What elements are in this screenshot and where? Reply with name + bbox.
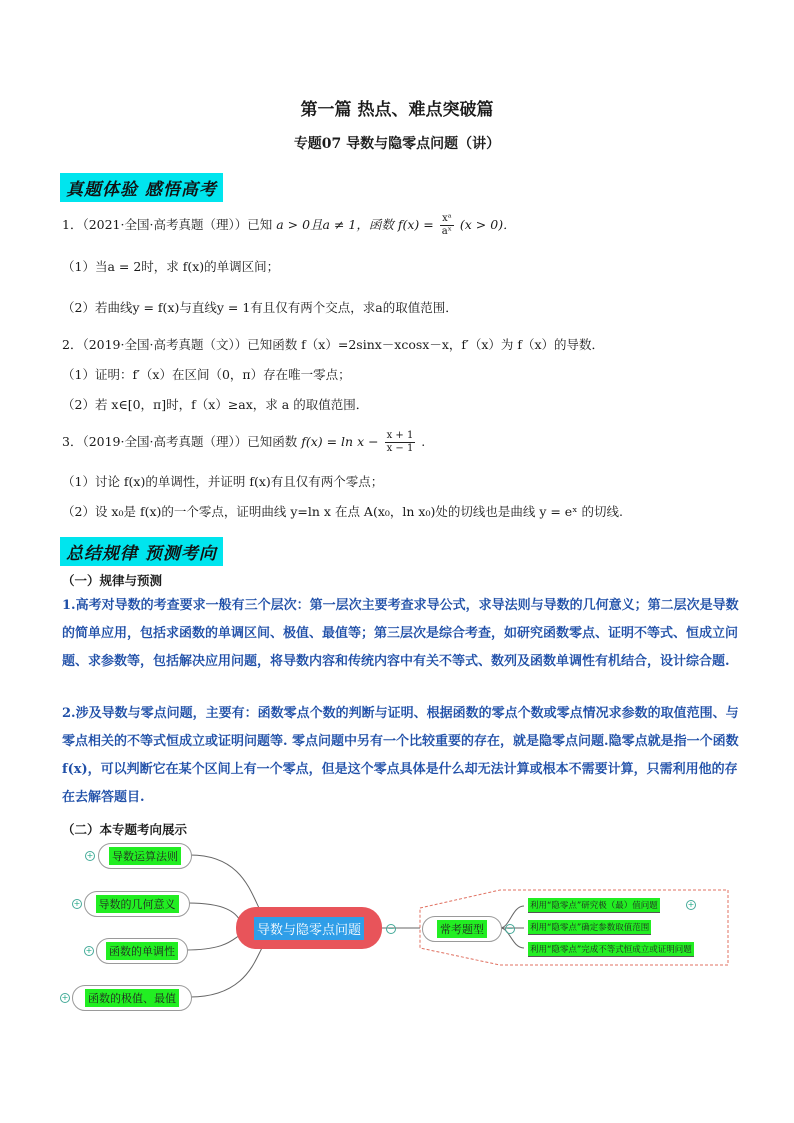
q3-numerator: x + 1 <box>386 430 414 441</box>
q3-tail: . <box>421 434 426 449</box>
question-3 <box>62 430 425 455</box>
q3-part-1: （1）讨论 f(x)的单调性，并证明 f(x)有且仅有两个零点； <box>62 474 384 489</box>
mindmap-node-derivative-rules[interactable] <box>98 843 192 869</box>
collapse-minus-icon[interactable]: − <box>387 924 395 933</box>
mindmap-node-geometric-meaning[interactable] <box>84 891 190 917</box>
mindmap-node-common-types[interactable] <box>422 916 502 942</box>
mindmap-node-label: 常考题型 <box>437 920 487 938</box>
q1-part-2: （2）若曲线y = f(x)与直线y = 1有且仅有两个交点，求a的取值范围． <box>62 300 458 315</box>
mindmap-node-label: 函数的单调性 <box>106 942 178 960</box>
mindmap-node-label: 导数运算法则 <box>109 847 181 865</box>
expand-plus-icon[interactable]: + <box>73 899 81 908</box>
mindmap-center-label: 导数与隐零点问题 <box>254 917 364 940</box>
q3-part-2: （2）设 x₀是 f(x)的一个零点，证明曲线 y=ln x 在点 A(x₀，ln x₀)处的切线也是曲线 y = eˣ 的切线. <box>62 504 623 519</box>
page-subtitle: 专题07 导数与隐零点问题（讲） <box>293 136 501 152</box>
q1-condition: a > 0且a ≠ 1，函数 <box>276 217 394 232</box>
section-banner-real-questions: 真题体验 感悟高考 <box>60 173 223 202</box>
mindmap-leaf-inequality[interactable]: 利用“隐零点”完成不等式恒成立或证明问题 <box>528 942 694 957</box>
section-topics-heading: （二）本专题考向展示 <box>62 822 188 837</box>
paragraph-2: 2.涉及导数与零点问题，主要有：函数零点个数的判断与证明、根据函数的零点个数或零点情况求参数的取值范围、与零点相关的不等式恒成立或证明问题等. 零点问题中另有一个比较重要的存在，就是隐零点问题.隐零点就是指一个函数 f(x)，可以判断它在某个区间上有一个零点，但是这个零点具体是什么却无法计算或根本不需要计算，只需利用他的存在去解答题目. <box>62 706 739 805</box>
question-1 <box>62 213 516 238</box>
q1-numerator: xᵃ <box>440 213 454 226</box>
mindmap-center-node[interactable] <box>236 907 382 949</box>
question-2: 2．（2019·全国·高考真题（文））已知函数 f（x）=2sinx－xcosx－x，f′（x）为 f（x）的导数． <box>62 337 605 352</box>
mindmap-leaf-parameter[interactable]: 利用“隐零点”确定参数取值范围 <box>528 920 651 935</box>
mindmap-node-extrema[interactable] <box>72 985 192 1011</box>
q1-domain: (x > 0)． <box>459 217 516 232</box>
mindmap-leaf-extrema[interactable]: 利用“隐零点”研究极（最）值问题 <box>528 898 660 913</box>
collapse-minus-icon[interactable]: − <box>506 924 514 933</box>
page-title: 第一篇 热点、难点突破篇 <box>300 100 494 120</box>
expand-plus-icon[interactable]: + <box>61 993 69 1002</box>
mindmap-node-monotonicity[interactable] <box>96 938 188 964</box>
paragraph-1: 1.高考对导数的考查要求一般有三个层次：第一层次主要考查求导公式，求导法则与导数的几何意义；第二层次是导数的简单应用，包括求函数的单调区间、极值、最值等；第三层次是综合考查，如研究函数零点、证明不等式、恒成立问题、求参数等，包括解决应用问题，将导数内容和传统内容中有关不等式、数列及函数单调性有机结合，设计综合题. <box>62 598 739 669</box>
q1-fraction <box>440 213 454 238</box>
mindmap-node-label: 函数的极值、最值 <box>85 989 179 1007</box>
q1-denominator: aˣ <box>441 226 452 237</box>
q1-intro: 1．（2021·全国·高考真题（理））已知 <box>62 217 273 232</box>
expand-plus-icon[interactable]: + <box>86 851 94 860</box>
q1-function: f(x) = <box>397 217 434 232</box>
q3-function: f(x) = ln x − <box>301 434 379 449</box>
section-banner-summary: 总结规律 预测考向 <box>60 537 223 566</box>
expand-plus-icon[interactable]: + <box>85 946 93 955</box>
q3-denominator: x − 1 <box>386 443 414 454</box>
mindmap-node-label: 导数的几何意义 <box>96 895 179 913</box>
q2-part-2: （2）若 x∈[0，π]时，f（x）≥ax，求 a 的取值范围． <box>62 397 369 412</box>
q1-part-1: （1）当a = 2时，求 f(x)的单调区间； <box>62 259 280 274</box>
q2-part-1: （1）证明：f′（x）在区间（0，π）存在唯一零点； <box>62 367 351 382</box>
expand-plus-icon[interactable]: + <box>687 900 695 909</box>
section-rules-heading: （一）规律与预测 <box>62 573 163 588</box>
q3-intro: 3．（2019·全国·高考真题（理））已知函数 <box>62 434 298 449</box>
q3-fraction <box>385 430 416 455</box>
